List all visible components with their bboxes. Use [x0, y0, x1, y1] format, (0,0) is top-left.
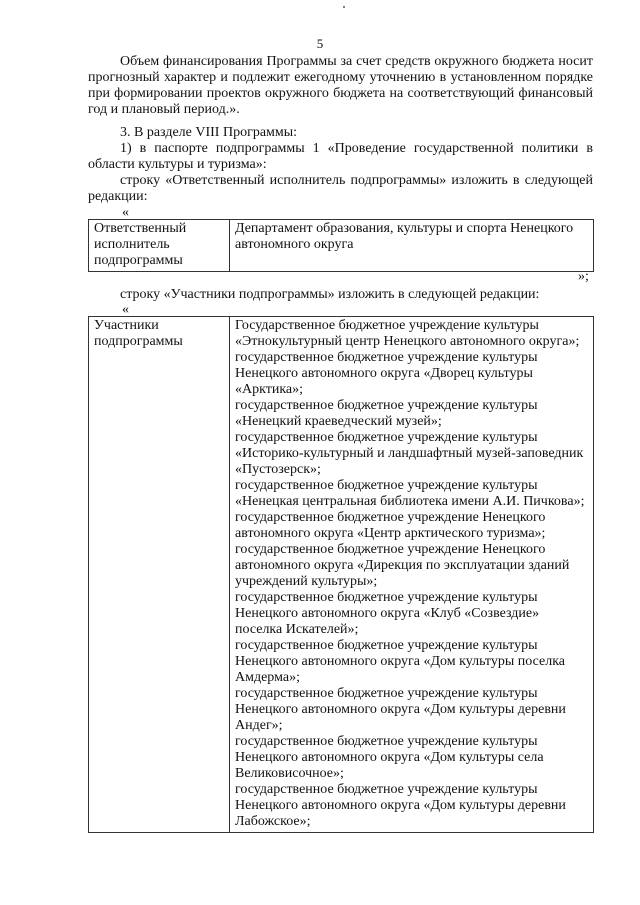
participant-item: государственное бюджетное учреждение культуры Ненецкого автономного округа «Клуб «Созвездие» поселка Искателей»;: [235, 590, 540, 637]
executor-value-cell: Департамент образования, культуры и спорта Ненецкого автономного округа: [230, 220, 594, 272]
participant-item: государственное бюджетное учреждение культуры «Ненецкая центральная библиотека имени А.И. Пичкова»;: [235, 478, 585, 509]
instruction-executor: строку «Ответственный исполнитель подпрограммы» изложить в следующей редакции:: [88, 173, 593, 204]
instruction-participants: строку «Участники подпрограммы» изложить в следующей редакции:: [120, 287, 540, 302]
item-3-heading: 3. В разделе VIII Программы:: [120, 125, 298, 140]
participant-item: Государственное бюджетное учреждение культуры «Этнокультурный центр Ненецкого автономного округа»;: [235, 318, 580, 349]
participants-table: [88, 316, 594, 833]
participants-label-cell: Участники подпрограммы: [89, 317, 230, 833]
table-row: [89, 317, 594, 833]
participant-item: государственное бюджетное учреждение культуры Ненецкого автономного округа «Дворец культуры «Арктика»;: [235, 350, 538, 397]
paragraph-financing: Объем финансирования Программы за счет средств окружного бюджета носит прогнозный характер и подлежит ежегодному уточнению в установленном порядке при формировании проектов окружного бюджета на соответствующий финансовый год и плановый период.».: [88, 54, 593, 117]
participant-item: государственное бюджетное учреждение культуры «Историко-культурный и ландшафтный музей-заповедник «Пустозерск»;: [235, 430, 584, 477]
open-quote-1: «: [122, 205, 129, 220]
participant-item: государственное бюджетное учреждение культуры Ненецкого автономного округа «Дом культуры деревни Лабожское»;: [235, 782, 566, 829]
close-quote-1: »;: [578, 269, 589, 284]
participant-item: государственное бюджетное учреждение Ненецкого автономного округа «Дирекция по эксплуатации зданий учреждений культуры»;: [235, 542, 570, 589]
participant-item: государственное бюджетное учреждение культуры Ненецкого автономного округа «Дом культуры поселка Амдерма»;: [235, 638, 565, 685]
page-number: 5: [316, 36, 324, 51]
executor-table: [88, 219, 594, 272]
scan-speck: [343, 6, 345, 8]
table-row: [89, 220, 594, 272]
item-3-1-text: 1) в паспорте подпрограммы 1 «Проведение государственной политики в области культуры и туризма»:: [88, 141, 593, 172]
open-quote-2: «: [122, 302, 129, 317]
participant-item: государственное бюджетное учреждение Ненецкого автономного округа «Центр арктического туризма»;: [235, 510, 546, 541]
participant-item: государственное бюджетное учреждение культуры Ненецкого автономного округа «Дом культуры деревни Андег»;: [235, 686, 566, 733]
participants-list-cell: [230, 317, 594, 833]
executor-label-cell: Ответственный исполнитель подпрограммы: [89, 220, 230, 272]
participant-item: государственное бюджетное учреждение культуры Ненецкого автономного округа «Дом культуры села Великовисочное»;: [235, 734, 544, 781]
participant-item: государственное бюджетное учреждение культуры «Ненецкий краеведческий музей»;: [235, 398, 538, 429]
